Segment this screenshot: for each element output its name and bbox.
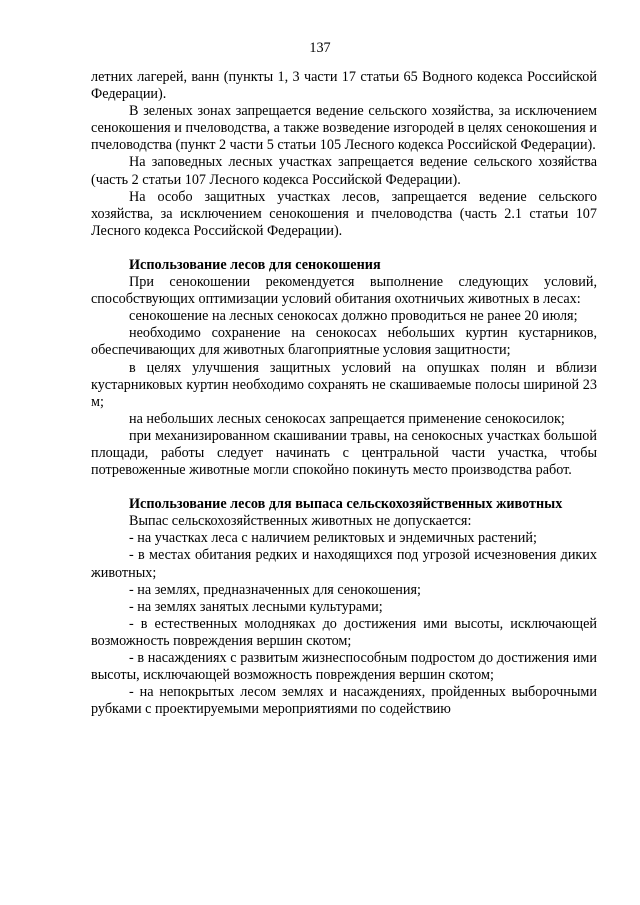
paragraph: на небольших лесных сенокосах запрещается применение сенокосилок; [129, 410, 565, 427]
paragraph: необходимо сохранение на сенокосах небольших куртин кустарников, обеспечивающих для животных благоприятные условия защитности; [91, 325, 597, 359]
page-number: 137 [309, 40, 331, 56]
paragraph: При сенокошении рекомендуется выполнение следующих условий, способствующих оптимизации условий обитания охотничьих животных в лесах: [91, 274, 597, 308]
list-item: - в естественных молодняках до достижения ими высоты, исключающей возможность повреждения вершин скотом; [91, 615, 597, 649]
section-heading-grazing: Использование лесов для выпаса сельскохозяйственных животных [129, 496, 563, 513]
list-item: - на непокрытых лесом землях и насаждениях, пройденных выборочными рубками с проектируемыми мероприятиями по содействию [91, 684, 597, 718]
paragraph: На особо защитных участках лесов, запрещается ведение сельского хозяйства, за исключением сенокошения и пчеловодства (часть 2.1 статьи 107 Лесного кодекса Российской Федерации). [91, 188, 597, 239]
list-item: - на участках леса с наличием реликтовых и эндемичных растений; [129, 530, 537, 547]
paragraph: в целях улучшения защитных условий на опушках полян и вблизи кустарниковых куртин необходимо сохранять не скашиваемые полосы шириной 23 м; [91, 359, 597, 410]
spacer [91, 240, 597, 257]
section-heading-haymaking: Использование лесов для сенокошения [129, 256, 381, 273]
spacer [91, 479, 597, 496]
list-item: - на землях занятых лесными культурами; [129, 598, 383, 615]
list-item: - на землях, предназначенных для сенокошения; [129, 581, 421, 598]
document-body [91, 69, 597, 718]
paragraph: при механизированном скашивании травы, на сенокосных участках большой площади, работы следует начинать с центральной части участка, чтобы потревоженные животные могли спокойно покинуть место производства работ. [91, 427, 597, 479]
paragraph: Выпас сельскохозяйственных животных не допускается: [129, 513, 472, 530]
paragraph: летних лагерей, ванн (пункты 1, 3 части 17 статьи 65 Водного кодекса Российской Федерации). [91, 69, 597, 103]
list-item: - в насаждениях с развитым жизнеспособным подростом до достижения ими высоты, исключающей возможность повреждения вершин скотом; [91, 650, 597, 684]
list-item: - в местах обитания редких и находящихся под угрозой исчезновения диких животных; [91, 547, 597, 581]
paragraph: В зеленых зонах запрещается ведение сельского хозяйства, за исключением сенокошения и пчеловодства, а также возведение изгородей в целях сенокошения и пчеловодства (пункт 2 части 5 статьи 105 Лесного кодекса Российской Федерации). [91, 103, 597, 154]
paragraph: сенокошение на лесных сенокосах должно проводиться не ранее 20 июля; [129, 308, 578, 325]
paragraph: На заповедных лесных участках запрещается ведение сельского хозяйства (часть 2 статьи 107 Лесного кодекса Российской Федерации). [91, 154, 597, 188]
